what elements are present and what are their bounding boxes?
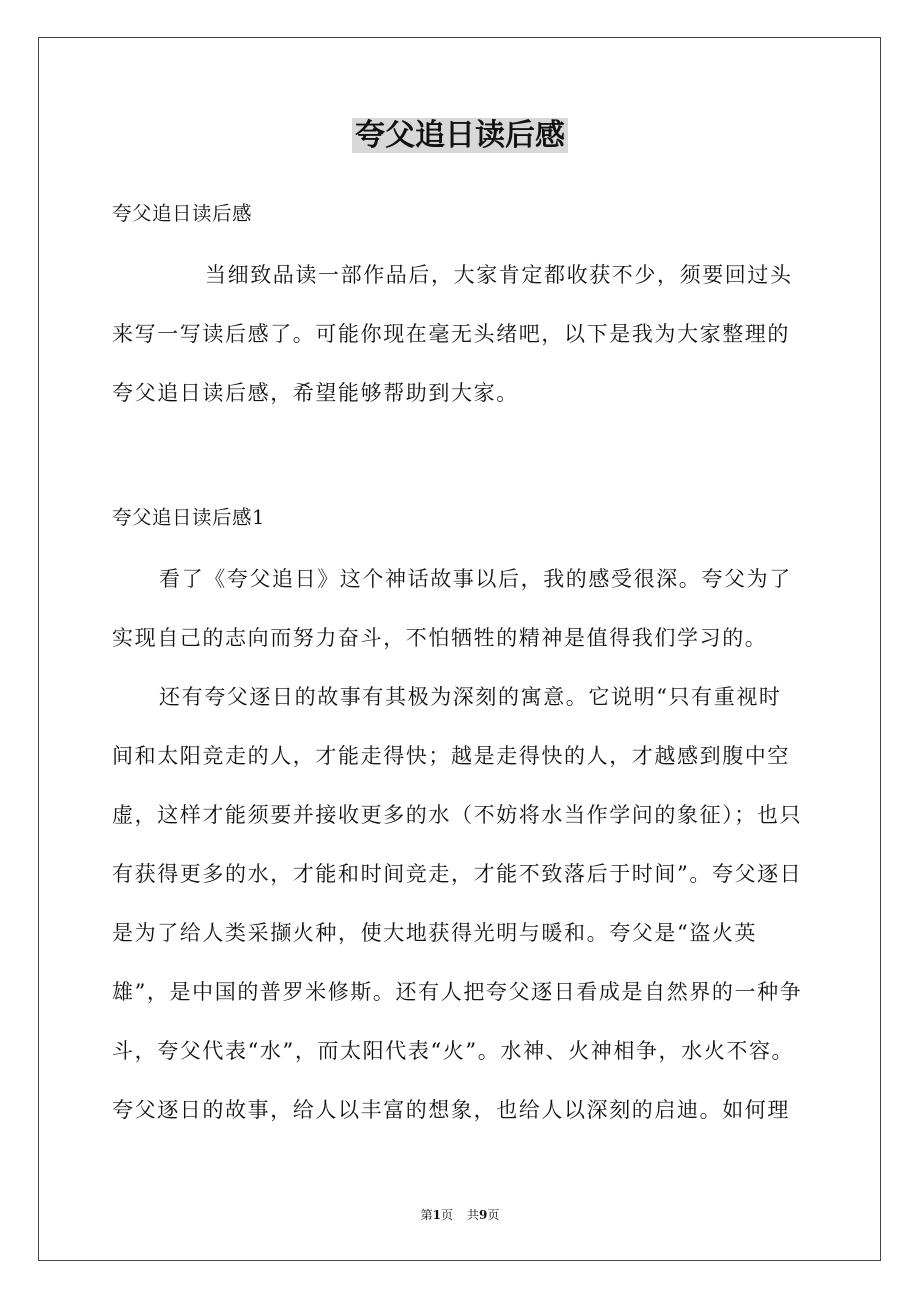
document-title-text: 夸父追日读后感 [352, 118, 568, 153]
total-unit: 页 [487, 1208, 500, 1222]
para2-line-7: 斗，夸父代表“水”，而太阳代表“火”。水神、火神相争，水火不容。 [112, 1039, 795, 1063]
intro-line-1: 当细致品读一部作品后，大家肯定都收获不少，须要回过头 [205, 263, 793, 287]
section1-heading: 夸父追日读后感1 [112, 506, 265, 529]
para2-line-2: 间和太阳竞走的人，才能走得快；越是走得快的人，才越感到腹中空 [112, 744, 790, 768]
intro-line-3: 夸父追日读后感，希望能够帮助到大家。 [112, 381, 519, 405]
page-current: 1 [432, 1208, 441, 1222]
para2-line-6: 雄”，是中国的普罗米修斯。还有人把夸父逐日看成是自然界的一种争 [112, 980, 803, 1004]
page-unit: 页 [440, 1208, 453, 1222]
intro-line-2: 来写一写读后感了。可能你现在毫无头绪吧，以下是我为大家整理的 [112, 322, 790, 346]
document-subtitle: 夸父追日读后感 [112, 202, 253, 225]
page-footer [0, 1207, 920, 1223]
page-prefix: 第 [420, 1208, 433, 1222]
page-total: 9 [479, 1208, 488, 1222]
para2-line-3: 虚，这样才能须要并接收更多的水（不妨将水当作学问的象征）；也只 [112, 803, 803, 827]
total-prefix: 共 [467, 1208, 480, 1222]
para2-line-8: 夸父逐日的故事，给人以丰富的想象，也给人以深刻的启迪。如何理 [112, 1098, 790, 1122]
para2-line-1: 还有夸父逐日的故事有其极为深刻的寓意。它说明“只有重视时 [159, 685, 782, 709]
para2-line-4: 有获得更多的水，才能和时间竞走，才能不致落后于时间”。夸父逐日 [112, 862, 803, 886]
para1-line-1: 看了《夸父追日》这个神话故事以后，我的感受很深。夸父为了 [159, 567, 792, 591]
para1-line-2: 实现自己的志向而努力奋斗，不怕牺牲的精神是值得我们学习的。 [112, 626, 768, 650]
document-title [0, 114, 920, 158]
para2-line-5: 是为了给人类采撷火种，使大地获得光明与暖和。夸父是“盗火英 [112, 921, 758, 945]
